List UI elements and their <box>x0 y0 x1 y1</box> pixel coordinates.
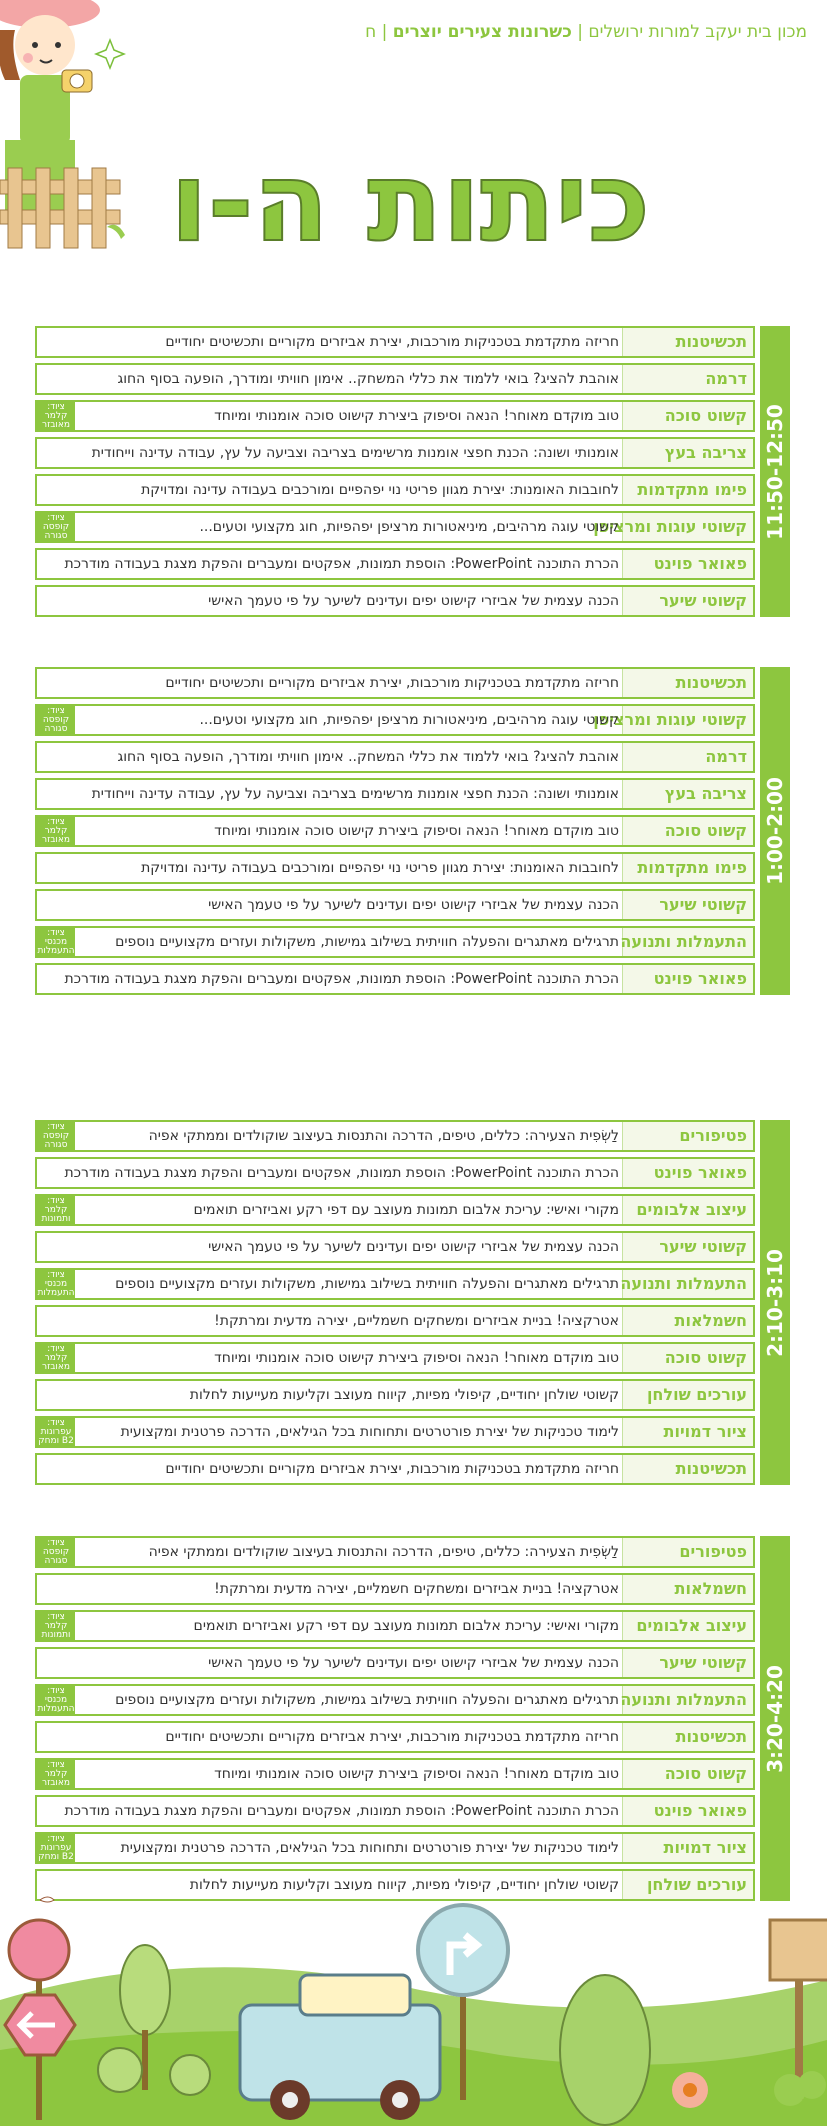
activity-name: תכשיטנות <box>675 332 747 351</box>
activity-name: עורכים שולחן <box>646 1385 747 1404</box>
equipment-note: ציוד: קופסה סגורה <box>37 706 75 734</box>
activity-name: פימו מתקדמות <box>637 858 747 877</box>
equipment-note: ציוד: קלמר ותמונות <box>37 1196 75 1224</box>
activity-name: תכשיטנות <box>675 1727 747 1746</box>
time-slot-bar <box>760 1120 790 1485</box>
table-row <box>35 778 755 810</box>
table-row <box>35 1795 755 1827</box>
table-row <box>35 667 755 699</box>
activity-name: קשוט סוכה <box>664 821 747 840</box>
table-row <box>35 1379 755 1411</box>
equipment-note: ציוד: עפרונות B2 ומחק <box>38 1418 74 1446</box>
activity-description: חריזה מתקדמת בטכניקות מורכבות, יצירת אביזרים מקוריים ותכשיטים יחודיים <box>165 334 619 350</box>
activity-name: פטיפורים <box>679 1542 747 1561</box>
table-row <box>35 1721 755 1753</box>
table-row <box>35 1120 755 1152</box>
page-title <box>150 140 670 270</box>
page-title-text: כיתות ה-ו <box>169 140 651 266</box>
activity-name: עיצוב אלבומים <box>636 1200 747 1219</box>
activity-name: דרמה <box>705 747 747 766</box>
activity-name: קשוטי שיער <box>659 1237 747 1256</box>
activity-description: קשוטי עוגה מרהיבים, מיניאטורות מרציפן יפהפיות, חוג מקצועי וטעים... <box>199 519 619 535</box>
activity-description: תרגילים מאתגרים והפעלה חוויתית בשילוב גמישות, משקולות ועזרים מקצועיים נוספים <box>115 1276 619 1292</box>
time-slot-label: 2:10-3:10 <box>763 1248 787 1357</box>
table-row <box>35 1268 755 1300</box>
activity-name: פאואר פוינט <box>653 554 747 573</box>
time-slot-bar <box>760 1536 790 1901</box>
activity-description: לימוד טכניקות של יצירת פורטרטים ותחוחות בכל הגילאים, הדרכה פרטנית ומקצועית <box>120 1424 619 1440</box>
activity-name: קשוטי שיער <box>659 591 747 610</box>
table-row <box>35 1194 755 1226</box>
activity-name: חשמלאות <box>674 1311 747 1330</box>
activity-description: אוהבת להציג? בואי ללמוד את כללי המשחק.. אימון חוויתי ומודרך, הופעה בסוף החוג <box>117 371 619 387</box>
table-row <box>35 474 755 506</box>
bottom-scene <box>0 1880 827 2126</box>
table-row <box>35 363 755 395</box>
activity-name: התעמלות ותנועה <box>620 1690 747 1709</box>
activity-description: טוב מוקדם מאוחר! הנאה וסיפוק ביצירת קישוט סוכה אומנותי ומיוחד <box>214 1766 619 1782</box>
activity-description: טוב מוקדם מאוחר! הנאה וסיפוק ביצירת קישוט סוכה אומנותי ומיוחד <box>214 408 619 424</box>
table-row <box>35 741 755 773</box>
activity-name: ציור דמויות <box>663 1838 747 1857</box>
activity-name: תכשיטנות <box>675 1459 747 1478</box>
equipment-note: ציוד: קלמר מאובזר <box>37 817 75 845</box>
activity-description: לַשְׂפִית הצעירה: כללים, טיפים, הדרכה והתנסות בעיצוב שוקולדים וממתקי אפיה <box>148 1544 619 1560</box>
table-row <box>35 1684 755 1716</box>
equipment-note: ציוד: מכנסי התעמלות <box>37 928 75 956</box>
activity-description: אטרקציה! בניית אביזרים ומשחקים חשמליים, יצירה מדעית ומרתקת! <box>214 1313 619 1329</box>
equipment-note: ציוד: קופסה סגורה <box>37 513 75 541</box>
activity-description: הכרת התוכנה PowerPoint: הוספת תמונות, אפקטים ומעברים והפקת מצגת בעבודה מודרכת <box>64 556 619 572</box>
header-separator: | <box>577 22 583 42</box>
equipment-note: ציוד: מכנסי התעמלות <box>37 1270 75 1298</box>
table-row <box>35 1610 755 1642</box>
activity-description: לחובבות האומנות: יצירת מגוון פריטי נוי יפהפיים ומורכבים בעבודה עדינה ומדויקת <box>141 482 619 498</box>
time-slot-label: 3:20-4:20 <box>763 1664 787 1773</box>
activity-description: חריזה מתקדמת בטכניקות מורכבות, יצירת אביזרים מקוריים ותכשיטים יחודיים <box>165 1461 619 1477</box>
activity-name: התעמלות ותנועה <box>620 1274 747 1293</box>
activity-description: אומנותי ושונה: הכנת חפצי אומנות מרשימים בצריבה וצביעה על עץ, עבודה עדינה וייחודית <box>91 786 619 802</box>
table-row <box>35 1758 755 1790</box>
activity-description: אטרקציה! בניית אביזרים ומשחקים חשמליים, יצירה מדעית ומרתקת! <box>214 1581 619 1597</box>
activity-description: מקורי ואישי: עריכת אלבום תמונות מעוצב עם דפי רקע ואביזרים תואמים <box>193 1202 619 1218</box>
activity-description: לַשְׂפִית הצעירה: כללים, טיפים, הדרכה והתנסות בעיצוב שוקולדים וממתקי אפיה <box>148 1128 619 1144</box>
header-tail: ח <box>365 22 377 42</box>
equipment-note: ציוד: קופסה סגורה <box>37 1122 75 1150</box>
activity-description: הכנה עצמית של אביזרי קישוט יפים ועדינים לשיער על פי טעמך האישי <box>208 593 619 609</box>
table-row <box>35 1832 755 1864</box>
schedule-block <box>35 667 790 1000</box>
header-program: כשרונות צעירים יוצרים <box>392 22 572 42</box>
table-row <box>35 1342 755 1374</box>
schedule-block <box>35 1536 790 1906</box>
activity-description: חריזה מתקדמת בטכניקות מורכבות, יצירת אביזרים מקוריים ותכשיטים יחודיים <box>165 1729 619 1745</box>
activity-name: צריבה בעץ <box>664 443 747 462</box>
time-slot-bar <box>760 326 790 617</box>
table-row <box>35 704 755 736</box>
table-row <box>35 1647 755 1679</box>
activity-description: אוהבת להציג? בואי ללמוד את כללי המשחק.. אימון חוויתי ומודרך, הופעה בסוף החוג <box>117 749 619 765</box>
activity-description: הכנה עצמית של אביזרי קישוט יפים ועדינים לשיער על פי טעמך האישי <box>208 1239 619 1255</box>
activity-description: הכנה עצמית של אביזרי קישוט יפים ועדינים לשיער על פי טעמך האישי <box>208 1655 619 1671</box>
activity-description: טוב מוקדם מאוחר! הנאה וסיפוק ביצירת קישוט סוכה אומנותי ומיוחד <box>214 1350 619 1366</box>
activity-name: ציור דמויות <box>663 1422 747 1441</box>
table-row <box>35 1157 755 1189</box>
equipment-note: ציוד: קופסה סגורה <box>37 1538 75 1566</box>
table-row <box>35 1453 755 1485</box>
activity-description: הכרת התוכנה PowerPoint: הוספת תמונות, אפקטים ומעברים והפקת מצגת בעבודה מודרכת <box>64 1803 619 1819</box>
header-org: מכון בית יעקב למורות ירושלים <box>588 22 807 42</box>
table-row <box>35 326 755 358</box>
header-line <box>47 22 807 44</box>
activity-name: פטיפורים <box>679 1126 747 1145</box>
activity-name: קשוט סוכה <box>664 1764 747 1783</box>
activity-description: לימוד טכניקות של יצירת פורטרטים ותחוחות בכל הגילאים, הדרכה פרטנית ומקצועית <box>120 1840 619 1856</box>
time-slot-bar <box>760 667 790 995</box>
activity-name: תכשיטנות <box>675 673 747 692</box>
table-row <box>35 1416 755 1448</box>
activity-description: קשוטי שולחן יחודיים, קיפולי מפיות, קיווח מעוצב וקליעות מעייעות לחלות <box>189 1877 619 1893</box>
time-slot-label: 11:50-12:50 <box>763 403 787 540</box>
activity-description: הכנה עצמית של אביזרי קישוט יפים ועדינים לשיער על פי טעמך האישי <box>208 897 619 913</box>
schedule-block <box>35 326 790 622</box>
schedule-block <box>35 1120 790 1490</box>
activity-name: פימו מתקדמות <box>637 480 747 499</box>
activity-description: הכרת התוכנה PowerPoint: הוספת תמונות, אפקטים ומעברים והפקת מצגת בעבודה מודרכת <box>64 1165 619 1181</box>
table-row <box>35 585 755 617</box>
table-row <box>35 1573 755 1605</box>
activity-description: קשוטי עוגה מרהיבים, מיניאטורות מרציפן יפהפיות, חוג מקצועי וטעים... <box>199 712 619 728</box>
activity-description: אומנותי ושונה: הכנת חפצי אומנות מרשימים בצריבה וצביעה על עץ, עבודה עדינה וייחודית <box>91 445 619 461</box>
activity-description: תרגילים מאתגרים והפעלה חוויתית בשילוב גמישות, משקולות ועזרים מקצועיים נוספים <box>115 934 619 950</box>
equipment-note: ציוד: עפרונות B2 ומחק <box>38 1834 74 1862</box>
table-row <box>35 963 755 995</box>
table-row <box>35 926 755 958</box>
activity-name: עיצוב אלבומים <box>636 1616 747 1635</box>
activity-description: טוב מוקדם מאוחר! הנאה וסיפוק ביצירת קישוט סוכה אומנותי ומיוחד <box>214 823 619 839</box>
activity-description: תרגילים מאתגרים והפעלה חוויתית בשילוב גמישות, משקולות ועזרים מקצועיים נוספים <box>115 1692 619 1708</box>
table-row <box>35 852 755 884</box>
activity-name: קשוט סוכה <box>664 406 747 425</box>
activity-description: קשוטי שולחן יחודיים, קיפולי מפיות, קיווח מעוצב וקליעות מעייעות לחלות <box>189 1387 619 1403</box>
activity-name: עורכים שולחן <box>646 1875 747 1894</box>
equipment-note: ציוד: קלמר מאובזר <box>37 1344 75 1372</box>
table-row <box>35 1536 755 1568</box>
equipment-note: ציוד: קלמר מאובזר <box>37 1760 75 1788</box>
activity-description: הכרת התוכנה PowerPoint: הוספת תמונות, אפקטים ומעברים והפקת מצגת בעבודה מודרכת <box>64 971 619 987</box>
time-slot-label: 1:00-2:00 <box>763 777 787 885</box>
page-title-art <box>150 140 670 270</box>
table-row <box>35 548 755 580</box>
equipment-note: ציוד: קלמר מאובזר <box>37 402 75 430</box>
activity-description: חריזה מתקדמת בטכניקות מורכבות, יצירת אביזרים מקוריים ותכשיטים יחודיים <box>165 675 619 691</box>
activity-name: חשמלאות <box>674 1579 747 1598</box>
activity-name: קשוטי שיער <box>659 1653 747 1672</box>
table-row <box>35 889 755 921</box>
activity-name: קשוטי עוגות ומרציפן <box>593 710 747 729</box>
activity-name: התעמלות ותנועה <box>620 932 747 951</box>
table-row <box>35 400 755 432</box>
activity-name: צריבה בעץ <box>664 784 747 803</box>
table-row <box>35 1305 755 1337</box>
activity-name: דרמה <box>705 369 747 388</box>
activity-name: פאואר פוינט <box>653 969 747 988</box>
table-row <box>35 815 755 847</box>
activity-name: קשוטי עוגות ומרציפן <box>593 517 747 536</box>
activity-name: קשוטי שיער <box>659 895 747 914</box>
activity-name: פאואר פוינט <box>653 1801 747 1820</box>
girl-illustration <box>0 0 130 260</box>
activity-description: לחובבות האומנות: יצירת מגוון פריטי נוי יפהפיים ומורכבים בעבודה עדינה ומדויקת <box>141 860 619 876</box>
equipment-note: ציוד: מכנסי התעמלות <box>37 1686 75 1714</box>
activity-name: פאואר פוינט <box>653 1163 747 1182</box>
equipment-note: ציוד: קלמר ותמונות <box>37 1612 75 1640</box>
table-row <box>35 437 755 469</box>
table-row <box>35 511 755 543</box>
activity-description: מקורי ואישי: עריכת אלבום תמונות מעוצב עם דפי רקע ואביזרים תואמים <box>193 1618 619 1634</box>
activity-name: קשוט סוכה <box>664 1348 747 1367</box>
table-row <box>35 1231 755 1263</box>
header-separator-2: | <box>381 22 388 42</box>
